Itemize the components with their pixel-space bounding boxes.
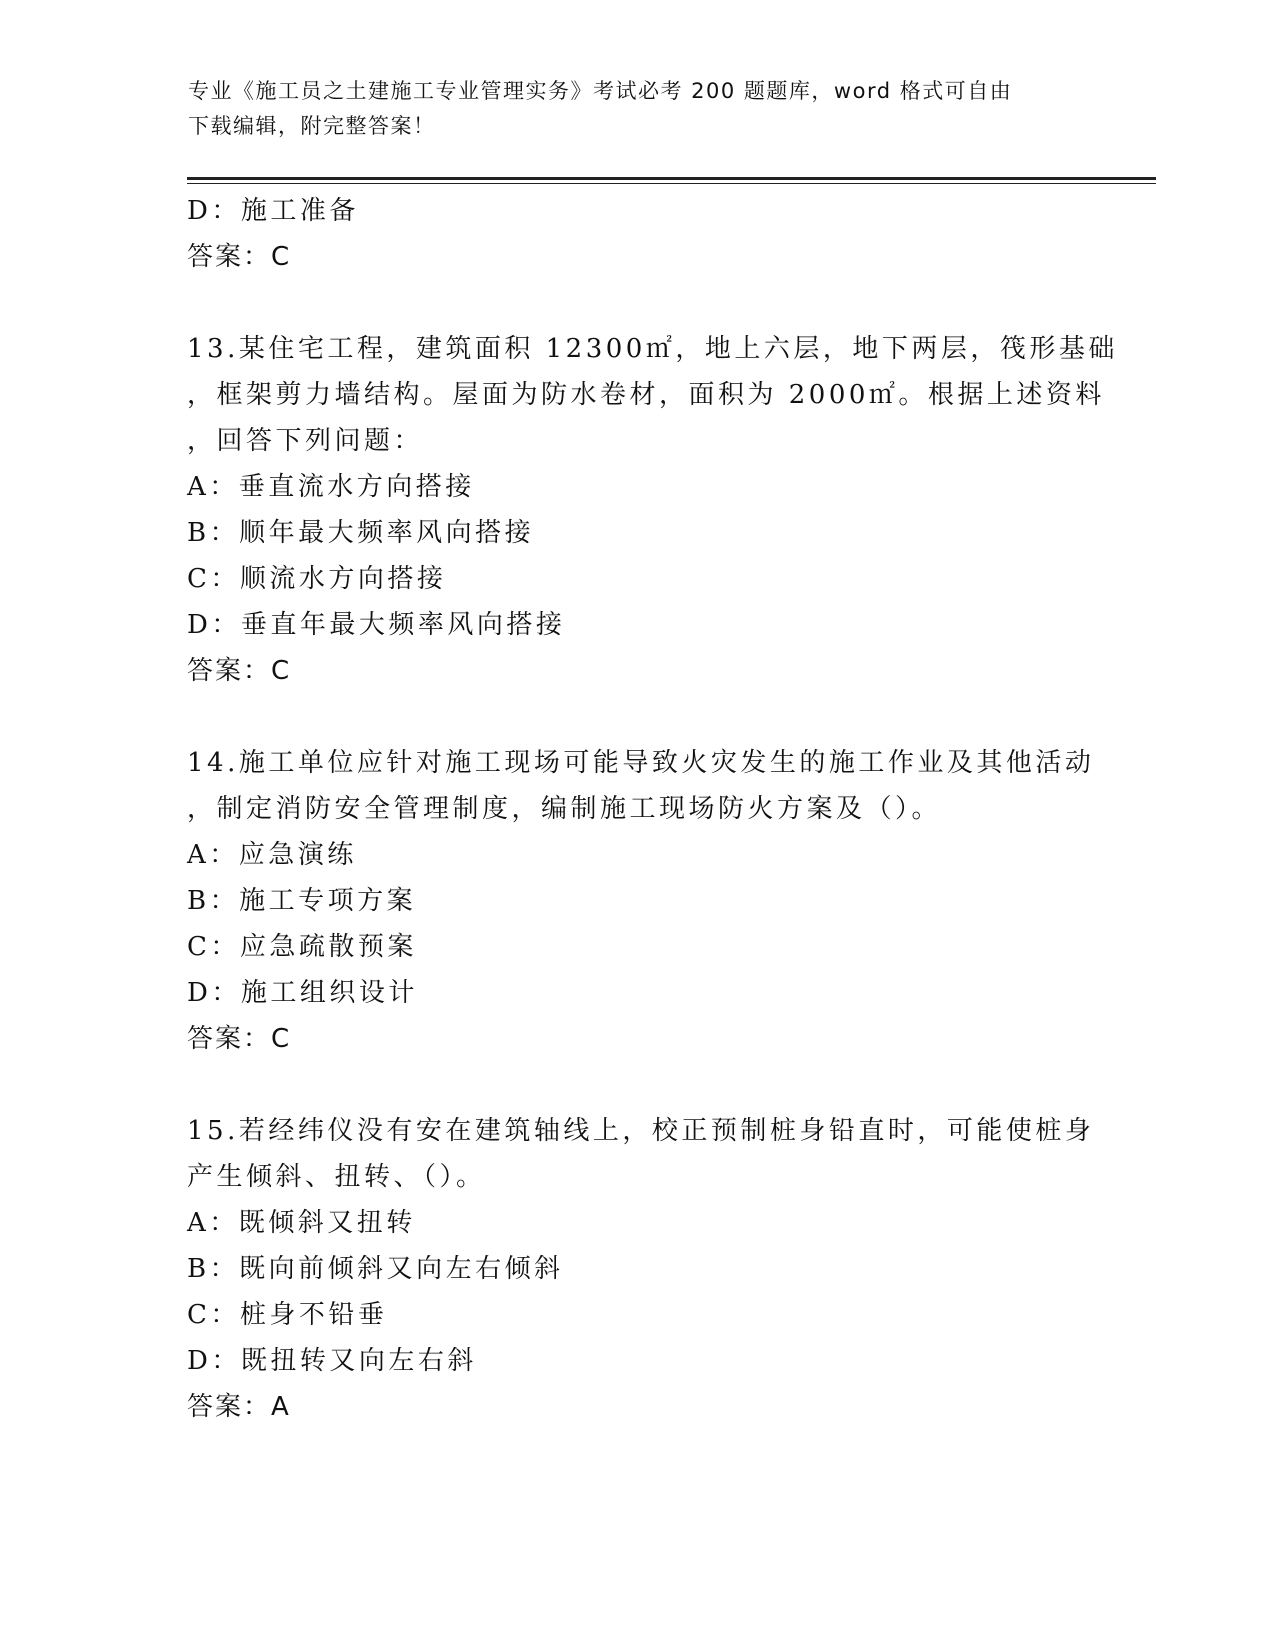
option-a: A：应急演练 (187, 840, 357, 870)
question-stem-line: 14.施工单位应针对施工现场可能导致火灾发生的施工作业及其他活动 (187, 748, 1095, 778)
option-b: B：顺年最大频率风向搭接 (187, 518, 535, 548)
header-line: 专业《施工员之土建施工专业管理实务》考试必考 200 题题库，word 格式可自由 (188, 79, 1013, 103)
option-c: C：桩身不铅垂 (187, 1300, 388, 1330)
option-a: A：垂直流水方向搭接 (187, 472, 475, 502)
question-stem-line: 产生倾斜、扭转、（）。 (187, 1162, 486, 1192)
question-stem-line: ，制定消防安全管理制度，编制施工现场防火方案及（）。 (187, 794, 942, 824)
answer-line: 答案：C (187, 242, 292, 272)
document-header (188, 74, 1078, 144)
question-content (187, 188, 1147, 1430)
option-c: C：应急疏散预案 (187, 932, 417, 962)
header-line: 下载编辑，附完整答案！ (188, 114, 436, 138)
question-15 (187, 1108, 1147, 1430)
option-d: D：垂直年最大频率风向搭接 (187, 610, 566, 640)
question-spacer (187, 280, 1147, 326)
option-d: D：既扭转又向左右斜 (187, 1346, 477, 1376)
header-rule-thin (187, 183, 1156, 184)
option-b: B：施工专项方案 (187, 886, 417, 916)
previous-question-tail (187, 188, 1147, 280)
question-14 (187, 740, 1147, 1062)
option-c: C：顺流水方向搭接 (187, 564, 447, 594)
question-spacer (187, 694, 1147, 740)
question-stem-line: ，回答下列问题： (187, 426, 424, 456)
answer-line: 答案：C (187, 656, 292, 686)
question-stem-line: 13.某住宅工程，建筑面积 12300㎡，地上六层，地下两层，筏形基础 (187, 334, 1118, 364)
question-13 (187, 326, 1147, 694)
option-d: D：施工准备 (187, 196, 359, 226)
answer-line: 答案：A (187, 1392, 291, 1422)
question-stem-line: ，框架剪力墙结构。屋面为防水卷材，面积为 2000㎡。根据上述资料 (187, 380, 1105, 410)
option-d: D：施工组织设计 (187, 978, 418, 1008)
header-rule-thick (187, 177, 1156, 180)
answer-line: 答案：C (187, 1024, 292, 1054)
option-b: B：既向前倾斜又向左右倾斜 (187, 1254, 564, 1284)
option-a: A：既倾斜又扭转 (187, 1208, 416, 1238)
question-spacer (187, 1062, 1147, 1108)
question-stem-line: 15.若经纬仪没有安在建筑轴线上，校正预制桩身铅直时，可能使桩身 (187, 1116, 1095, 1146)
